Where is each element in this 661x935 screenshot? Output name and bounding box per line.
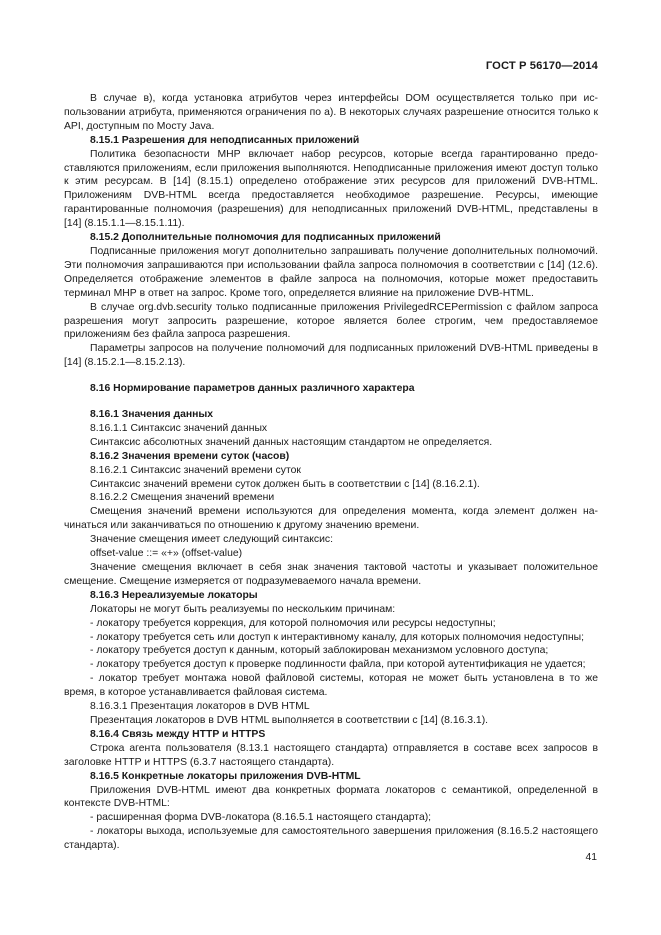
paragraph-8-16-2-2-c: offset-value ::= «+» (offset-value) (90, 548, 243, 560)
heading-8-16-4: 8.16.4 Связь между HTTP и HTTPS (90, 728, 266, 740)
paragraph-8-16-2-2-b: Значение смещения имеет следующий синтаксис: (90, 534, 333, 546)
subheading-8-16-2-1: 8.16.2.1 Синтаксис значений времени суток (90, 464, 301, 476)
heading-8-15-1: 8.15.1 Разрешения для неподписанных приложений (90, 134, 360, 146)
list-item: - локатору требуется доступ к проверке подлинности файла, при которой аутентификация не удается; (90, 659, 586, 671)
paragraph-8-16-2-2-a: Смещения значений времени используются для определения момента, когда элемент должен начинаться или заканчиваться по отношению к другому значению времени. (64, 506, 598, 532)
heading-8-16-2: 8.16.2 Значения времени суток (часов) (90, 450, 290, 462)
heading-8-16-1: 8.16.1 Значения данных (90, 409, 214, 421)
document-body (64, 92, 598, 853)
document-header: ГОСТ Р 56170—2014 (485, 60, 598, 72)
paragraph-8-15-2-a: Подписанные приложения могут дополнительно запрашивать получение дополнительных полномочий. Эти полномочия запрашиваются при использовании файла запроса полномочия в соответствии с [14] (12.6). Определяется отображение элементов в файле запроса на полномочия, которые может предоставить терминал МНР в ответ на запрос. Кроме того, определяется влияние на приложение DVB-HTML. (64, 245, 598, 299)
page-number: 41 (585, 852, 597, 863)
list-item: - локатору требуется сеть или доступ к интерактивному каналу, для которых полномочия недоступны; (90, 631, 584, 643)
heading-8-15-2: 8.15.2 Дополнительные полномочия для подписанных приложений (90, 232, 441, 244)
paragraph-intro: В случае в), когда установка атрибутов через интерфейсы DOM осуществляется только при использовании атрибута, применяются ограничения по а). В некоторых случаях разрешение относится только к API, доступным по Мосту Java. (64, 93, 598, 132)
paragraph-8-16-2-1: Синтаксис значений времени суток должен быть в соответствии с [14] (8.16.2.1). (90, 478, 480, 490)
heading-8-16: 8.16 Нормирование параметров данных различного характера (90, 383, 415, 395)
paragraph-8-16-2-2-d: Значение смещения включает в себя знак значения тактовой частоты и указывает положительное смещение. Смещение измеряется от подразумеваемого начала времени. (64, 562, 598, 587)
subheading-8-16-1-1: 8.16.1.1 Синтаксис значений данных (90, 422, 268, 434)
list-item: - локаторы выхода, используемые для самостоятельного завершения приложения (8.16.5.2 настоящего стандарта). (64, 826, 598, 852)
paragraph-8-15-2-b: В случае org.dvb.security только подписанные приложения PrivilegedRCEPermission с файлом запроса разрешения могут запросить разрешение, которое является более строгим, чем предоставляемое приложениям без файла запроса разрешения. (64, 301, 598, 341)
paragraph-8-16-1-1: Синтаксис абсолютных значений данных настоящим стандартом не определяется. (90, 436, 493, 448)
list-item: - локатор требует монтажа новой файловой системы, которая не может быть установлена в то же время, в которое устанавливается файловая система. (64, 673, 598, 699)
paragraph-8-16-3-a: Локаторы не могут быть реализуемы по нескольким причинам: (90, 603, 396, 615)
section-gap (64, 396, 598, 408)
subheading-8-16-2-2: 8.16.2.2 Смещения значений времени (90, 492, 275, 504)
paragraph-8-16-4: Строка агента пользователя (8.13.1 настоящего стандарта) отправляется в составе всех запросов в заголовке HTTP и HTTPS (6.3.7 настоящего стандарта). (64, 742, 598, 768)
list-item: - локатору требуется доступ к данным, который заблокирован механизмом условного доступа; (90, 645, 549, 657)
heading-8-16-5: 8.16.5 Конкретные локаторы приложения DVB-HTML (90, 770, 361, 782)
heading-8-16-3: 8.16.3 Нереализуемые локаторы (90, 589, 258, 601)
paragraph-8-16-3-1: Презентация локаторов в DVB HTML выполняется в соответствии с [14] (8.16.3.1). (90, 714, 489, 726)
section-gap (64, 370, 598, 382)
paragraph-8-16-5: Приложения DVB-HTML имеют два конкретных формата локаторов с семантикой, определенной в контексте DVB-HTML: (64, 784, 598, 810)
paragraph-8-15-1: Политика безопасности МНР включает набор ресурсов, которые всегда гарантированно предоставляются приложениям, если приложения выполняются. Неподписанные приложения имеют доступ только к этим ресурсам. В [14] (8.15.1) определено отображение этих ресурсов для приложений DVB-HTML. Приложениям DVB-HTML всегда предоставляется необходимое разрешение. Ресурсы, имеющие гарантированные полномочия (разрешения) для неподписанных приложений DVB-HTML, представлены в [14] (8.15.1.1—8.15.1.11). (64, 148, 598, 230)
paragraph-8-15-2-c: Параметры запросов на получение полномочий для подписанных приложений DVB-HTML приведены в [14] (8.15.2.1—8.15.2.13). (64, 343, 598, 369)
list-item: - локатору требуется коррекция, для которой полномочия или ресурсы недоступны; (90, 617, 496, 629)
subheading-8-16-3-1: 8.16.3.1 Презентация локаторов в DVB HTML (90, 701, 310, 713)
list-item: - расширенная форма DVB-локатора (8.16.5.1 настоящего стандарта); (90, 812, 432, 824)
